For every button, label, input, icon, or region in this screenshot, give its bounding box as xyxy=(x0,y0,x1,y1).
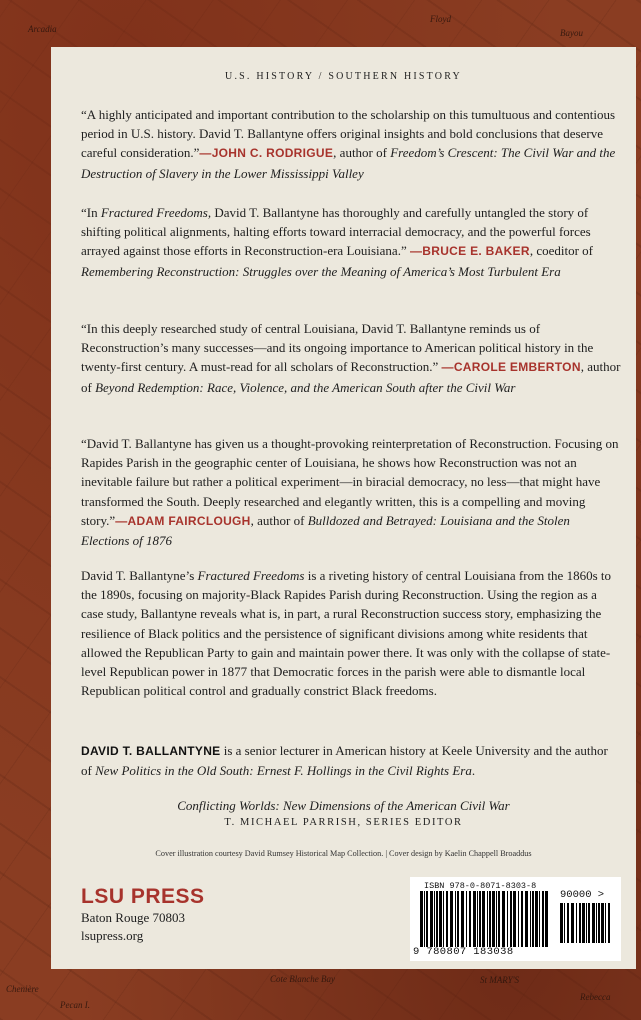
map-label: Arcadia xyxy=(28,24,57,34)
blurb-author: —CAROLE EMBERTON xyxy=(441,360,581,375)
map-label: Floyd xyxy=(430,14,451,24)
barcode-bar xyxy=(532,891,534,947)
barcode-bar xyxy=(489,891,491,947)
barcode-bar xyxy=(492,891,495,947)
map-label: Pecan I. xyxy=(60,1000,90,1010)
blurb-baker xyxy=(81,203,621,281)
map-label: St MARY'S xyxy=(480,975,520,985)
barcode-bar xyxy=(469,891,471,947)
barcode-bar xyxy=(439,891,442,947)
series-info xyxy=(51,797,636,828)
publisher-city: Baton Rouge 70803 xyxy=(81,910,185,925)
barcode-bar xyxy=(430,891,433,947)
bio-book-title: New Politics in the Old South: Ernest F. Hollings in the Civil Rights Era xyxy=(95,763,472,779)
barcode-bar xyxy=(507,891,508,947)
cover-credits: Cover illustration courtesy David Rumsey Historical Map Collection. | Cover design by Kaelin Chappell Broaddus xyxy=(155,849,532,858)
blurb-role: , author of xyxy=(333,145,391,161)
barcode-bar xyxy=(466,891,467,947)
blurb-book-title: Beyond Redemption: Race, Violence, and the American South after the Civil War xyxy=(95,379,516,395)
barcode-bar xyxy=(542,891,544,947)
blurb-book-title: Remembering Reconstruction: Struggles over the Meaning of America’s Most Turbulent Era xyxy=(81,263,561,279)
blurb-rodrigue xyxy=(81,105,621,183)
map-label: Bayou xyxy=(560,28,583,38)
blurb-role: , author of xyxy=(81,359,621,395)
barcode-bar xyxy=(601,903,604,943)
ean-digits: 9 780807 183038 xyxy=(413,946,514,958)
map-label: Chenière xyxy=(6,984,39,994)
barcode-bar xyxy=(588,903,590,943)
barcode-bar xyxy=(496,891,497,947)
barcode-bar xyxy=(605,903,606,943)
series-editor: T. MICHAEL PARRISH, SERIES EDITOR xyxy=(224,817,463,828)
barcode-bar xyxy=(564,903,565,943)
barcode-bar xyxy=(521,891,523,947)
barcode-bar xyxy=(450,891,453,947)
author-bio xyxy=(81,741,621,780)
barcode-bar xyxy=(560,903,563,943)
book-description xyxy=(81,566,621,700)
barcode-bar xyxy=(567,903,569,943)
barcode-bar xyxy=(592,903,595,943)
barcode-bar xyxy=(510,891,512,947)
barcode-bar xyxy=(530,891,531,947)
ean-barcode-bars xyxy=(420,891,550,947)
barcode-bar xyxy=(586,903,587,943)
barcode-bar xyxy=(473,891,476,947)
publisher-website: lsupress.org xyxy=(81,928,144,943)
barcode-bar xyxy=(457,891,459,947)
blurb-author: —BRUCE E. BAKER xyxy=(409,244,530,259)
map-label: Rebecca xyxy=(580,992,611,1002)
price-code: 90000 > xyxy=(560,889,605,901)
blurb-text: “In this deeply researched study of central Louisiana, David T. Ballantyne reminds us of Reconstruction’s many successes—and its ongoing importance to American political history in the twenty-first century. A must-read for all scholars of Reconstruction.” xyxy=(81,321,594,375)
barcode-bar xyxy=(498,891,500,947)
barcode-bar xyxy=(539,891,540,947)
category-label: U.S. HISTORY / SOUTHERN HISTORY xyxy=(225,71,462,82)
blurb-role: , author of xyxy=(250,512,308,528)
blurb-book-title: Bulldozed and Betrayed: Louisiana and the Stolen Elections of 1876 xyxy=(81,512,570,549)
barcode-bar xyxy=(461,891,464,947)
barcode-bar xyxy=(426,891,428,947)
barcode-bar xyxy=(576,903,577,943)
barcode-bar xyxy=(596,903,597,943)
barcode-bar xyxy=(608,903,610,943)
barcode-bar xyxy=(477,891,478,947)
barcode-bar xyxy=(518,891,519,947)
bio-text: is a senior lecturer in American history at Keele University and the author of xyxy=(81,743,608,779)
barcode-bar xyxy=(525,891,528,947)
description-pre: David T. Ballantyne’s xyxy=(81,568,198,583)
blurb-author: —JOHN C. RODRIGUE xyxy=(199,146,334,161)
series-title: Conflicting Worlds: New Dimensions of the American Civil War xyxy=(177,798,510,813)
back-cover-panel xyxy=(51,47,636,969)
publisher-block xyxy=(81,885,205,945)
blurb-text-pre: “In xyxy=(81,205,101,220)
blurb-text: “David T. Ballantyne has given us a thought-provoking reinterpretation of Reconstruction. Focusing on Rapides Parish in the geographic center of Louisiana, he shows how Reconstruction was not an inevitable failure but rather a political experiment—in biracial democracy, no less—that might have transformed the South. Deeply researched and elegantly written, this is a compelling and moving story.” xyxy=(81,436,619,528)
barcode-bar xyxy=(571,903,574,943)
isbn-barcode xyxy=(410,877,621,961)
map-label: Cote Blanche Bay xyxy=(270,974,335,984)
bio-author-name: DAVID T. BALLANTYNE xyxy=(81,744,221,758)
blurb-text: David T. Ballantyne has thoroughly and carefully untangled the story of shifting political alignments, halting efforts toward interracial democracy, and the powerful forces arrayed against those efforts in Reconstruction-era Louisiana.” xyxy=(81,205,591,259)
barcode-bar xyxy=(446,891,448,947)
barcode-bar xyxy=(482,891,485,947)
barcode-bar xyxy=(479,891,481,947)
description-title: Fractured Freedoms xyxy=(197,568,305,583)
barcode-bar xyxy=(443,891,444,947)
barcode-bar xyxy=(598,903,600,943)
barcode-bar xyxy=(545,891,548,947)
barcode-bar xyxy=(502,891,505,947)
barcode-bar xyxy=(455,891,456,947)
blurb-text: “A highly anticipated and important contribution to the scholarship on this tumultuous and contentious period in U.S. history. David T. Ballantyne offers original insights and bold conclusions that deserve careful consideration.” xyxy=(81,107,616,161)
bio-end: . xyxy=(471,763,476,779)
blurb-author: —ADAM FAIRCLOUGH xyxy=(115,513,251,528)
blurb-inline-title: Fractured Freedoms, xyxy=(100,205,212,220)
barcode-bar xyxy=(420,891,423,947)
barcode-bar xyxy=(436,891,438,947)
barcode-bar xyxy=(579,903,581,943)
barcode-bar xyxy=(535,891,538,947)
barcode-bar xyxy=(487,891,488,947)
blurb-emberton xyxy=(81,319,621,397)
blurb-fairclough xyxy=(81,434,621,550)
barcode-bar xyxy=(513,891,516,947)
publisher-logo: LSU PRESS xyxy=(81,885,205,908)
isbn-number: ISBN 978-0-8071-8303-8 xyxy=(424,881,537,891)
price-barcode-bars xyxy=(560,903,612,943)
blurb-book-title: Freedom’s Crescent: The Civil War and the Destruction of Slavery in the Lower Mississippi Valley xyxy=(81,145,616,181)
blurb-role: , coeditor of xyxy=(529,243,593,259)
barcode-bar xyxy=(424,891,425,947)
barcode-bar xyxy=(582,903,585,943)
description-text: is a riveting history of central Louisiana from the 1860s to the 1890s, focusing on majority-Black Rapides Parish during Reconstruction. Using the region as a case study, Ballantyne reveals what is, in part, a rural Reconstruction success story, emphasizing the resilience of Black politics and the persistence of significant divisions among white residents that allowed the Republican Party to gain and maintain power there. It was only with the collapse of state-level Republican power in 1877 that Democratic forces in the parish were able to dismantle local Republican political control and gradually constrict Black freedoms. xyxy=(81,568,611,699)
barcode-bar xyxy=(434,891,435,947)
